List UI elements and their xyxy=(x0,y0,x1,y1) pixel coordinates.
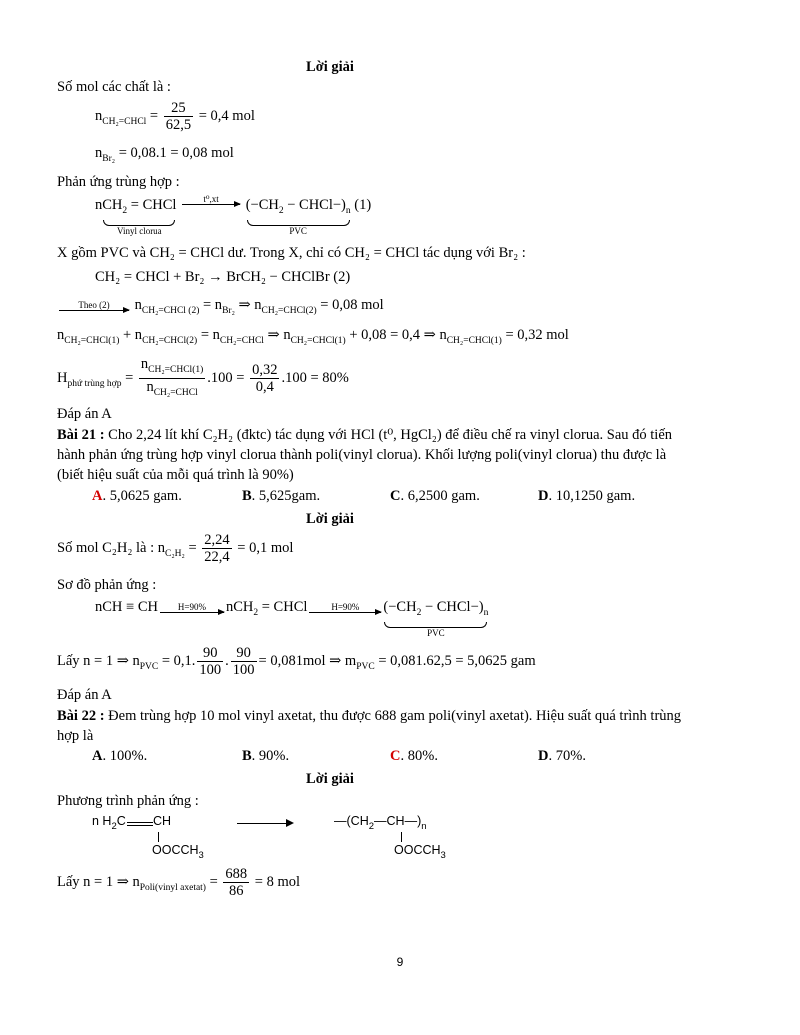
option-letter: A xyxy=(92,488,103,504)
option-text: . 100%. xyxy=(102,748,148,764)
option-c[interactable] xyxy=(390,488,480,505)
question-22 xyxy=(57,707,681,725)
eq-result: = 0,08.1 = 0,08 mol xyxy=(118,145,234,161)
frac-num: 0,32 xyxy=(252,362,278,378)
vinyl-caption: Vinyl clorua xyxy=(116,226,162,236)
option-b[interactable] xyxy=(242,488,320,505)
option-a[interactable] xyxy=(92,488,182,505)
eq-result: = 0,08 mol xyxy=(320,297,384,313)
reaction-2: CH₂ = CHCl + Br₂ → BrCH₂ − CHClBr (2) xyxy=(95,269,351,285)
option-letter: C xyxy=(390,748,401,764)
answer-21: Đáp án A xyxy=(57,687,112,703)
pvc-caption: PVC xyxy=(427,628,445,638)
sum-equation: $n_{CH_2=CHCl(1)} + n_{CH_2=CHCl(2)} = n_{CH_2=CHCl}$ ⇒ $n_{CH_2=CHCl(1)} + 0,08 = 0,4$ ⇒ $n_{CH_2=CHCl(1)} = 0,32$ mol xyxy=(57,327,569,346)
option-d[interactable] xyxy=(538,748,586,765)
reaction-number: (1) xyxy=(354,197,372,213)
option-text: . 70%. xyxy=(548,748,586,764)
take-n: Lấy n = 1 ⇒ xyxy=(57,652,129,669)
eq-result: = 0,32 mol xyxy=(505,327,569,343)
solution-heading-2: Lời giải xyxy=(306,511,354,527)
mol-c2h2: Số mol C₂H₂ là : $n_{C_2H_2}$ = $\frac{2,24}{22,4}$ = 0,1 mol xyxy=(57,532,294,565)
option-letter: B xyxy=(242,748,252,764)
option-text: . 5,0625 gam. xyxy=(102,488,182,504)
option-letter: C xyxy=(390,488,401,504)
question-21 xyxy=(57,426,672,444)
mol-intro: Số mol C₂H₂ là : xyxy=(57,539,155,556)
question-22-line2: hợp là xyxy=(57,728,94,744)
option-c[interactable] xyxy=(390,748,438,765)
question-21-line3: (biết hiệu suất của mỗi quá trình là 90%) xyxy=(57,467,294,483)
option-text: . 90%. xyxy=(251,748,290,764)
option-a[interactable] xyxy=(92,748,147,765)
solution-heading-3: Lời giải xyxy=(306,771,354,787)
eq-result: = 0,4 mol xyxy=(198,107,255,124)
option-d[interactable] xyxy=(538,488,635,505)
frac-den: 0,4 xyxy=(255,379,274,395)
frac-num: 25 xyxy=(164,100,193,117)
theo-label: Theo (2) xyxy=(78,300,110,311)
take-n: Lấy n = 1 ⇒ xyxy=(57,873,129,890)
eq-result: = 80% xyxy=(310,369,349,386)
question-text: Đem trùng hợp 10 mol vinyl axetat, thu được 688 gam poli(vinyl axetat). Hiệu suất quá trình trùng xyxy=(108,708,682,724)
question-label: Bài 21 : xyxy=(57,427,105,443)
option-text: . 10,1250 gam. xyxy=(548,488,636,504)
equation-title: Phương trình phản ứng : xyxy=(57,793,199,809)
arrow-condition: t⁰,xt xyxy=(203,194,219,204)
option-text: . 80%. xyxy=(400,748,438,764)
eq-n-br2: $n_{Br_2} = 0,08.1 = 0,08$ mol xyxy=(95,145,234,164)
answer-20: Đáp án A xyxy=(57,406,112,422)
frac-num: 2,24 xyxy=(204,532,230,548)
option-letter: A xyxy=(92,748,103,764)
option-text: . 6,2500 gam. xyxy=(400,488,480,504)
frac-den: 22,4 xyxy=(204,549,230,565)
question-21-line2: hành phản ứng trùng hợp vinyl clorua thành poli(vinyl clorua). Khối lượng poli(vinyl clorua) thu được là xyxy=(57,447,667,463)
mol-intro: Số mol các chất là : xyxy=(57,79,171,95)
option-letter: B xyxy=(242,488,252,504)
pvc-caption: PVC xyxy=(289,226,307,236)
yield-equation: $H_{phứ trùng hợp}$ = $\frac{n_{CH_2=CHCl(1)}}{n_{CH_2=CHCl}}$ .100 = $\frac{0,32}{0,4}$ .100 = 80% xyxy=(57,356,349,398)
x-description: X gồm PVC và CH₂ = CHCl dư. Trong X, chỉ có CH₂ = CHCl tác dụng với Br₂ : xyxy=(57,245,526,261)
frac-num: 688 xyxy=(225,866,248,882)
rxn-title: Phản ứng trùng hợp : xyxy=(57,174,180,190)
polymerization-equation: n $CH_2$ = CHCl Vinyl clorua t⁰,xt ($-CH_2$ − $CHCl-)_n$ PVC (1) xyxy=(95,194,372,236)
eq-result: = 8 mol xyxy=(254,873,301,890)
frac-den: 62,5 xyxy=(165,117,192,133)
option-letter: D xyxy=(538,748,549,764)
eq-final: = 0,081.62,5 = 5,0625 gam xyxy=(378,652,536,669)
reaction-scheme: nCH ≡ CH H=90% nCH$_2$ = CHCl H=90% ($-CH_2$ − $CHCl-)_n$ PVC xyxy=(95,599,489,638)
frac-den: 86 xyxy=(229,883,244,899)
theo-equation: Theo (2) $n_{CH_2=CHCl (2)} = n_{Br_2}$ ⇒ $n_{CH_2=CHCl(2)} = 0,08$ mol xyxy=(57,296,384,320)
option-text: . 5,625gam. xyxy=(251,488,321,504)
yield-condition: H=90% xyxy=(331,602,360,613)
option-letter: D xyxy=(538,488,549,504)
pvc-mass-calc: Lấy n = 1 ⇒ $n_{PVC} = 0,1$. $\frac{90}{100}$ . $\frac{90}{100}$ = 0,081mol ⇒ $m_{PVC} = 0,081.62,5 = 5,0625$ gam xyxy=(57,645,536,678)
eq-result: = 0,1 mol xyxy=(237,539,294,556)
poly-mol-calc: Lấy n = 1 ⇒ $n_{Poli(vinyl axetat)}$ = $\frac{688}{86}$ = 8 mol xyxy=(57,866,301,899)
eq-result: = 0,081mol ⇒ m xyxy=(258,652,357,669)
eq-n-ch2chcl: $n_{CH_2=CHCl}$ = $\frac{25}{62,5}$ = 0,4 mol xyxy=(95,100,255,133)
page-number: 9 xyxy=(396,955,404,969)
yield-label: phứ trùng hợp xyxy=(67,378,122,389)
question-label: Bài 22 : xyxy=(57,708,105,724)
scheme-title: Sơ đồ phản ứng : xyxy=(57,577,157,593)
solution-heading-1: Lời giải xyxy=(306,59,354,75)
option-b[interactable] xyxy=(242,748,289,765)
polymerization-structure: n $H_2C$ CH $OOCCH_3$ $—(CH_2—CH—)_n$ $OOCCH_3$ xyxy=(92,814,446,861)
yield-condition: H=90% xyxy=(177,602,206,613)
question-text: Cho 2,24 lít khí C₂H₂ (đktc) tác dụng với HCl (t⁰, HgCl₂) để điều chế ra vinyl clorua. Sau đó tiến xyxy=(108,427,672,443)
